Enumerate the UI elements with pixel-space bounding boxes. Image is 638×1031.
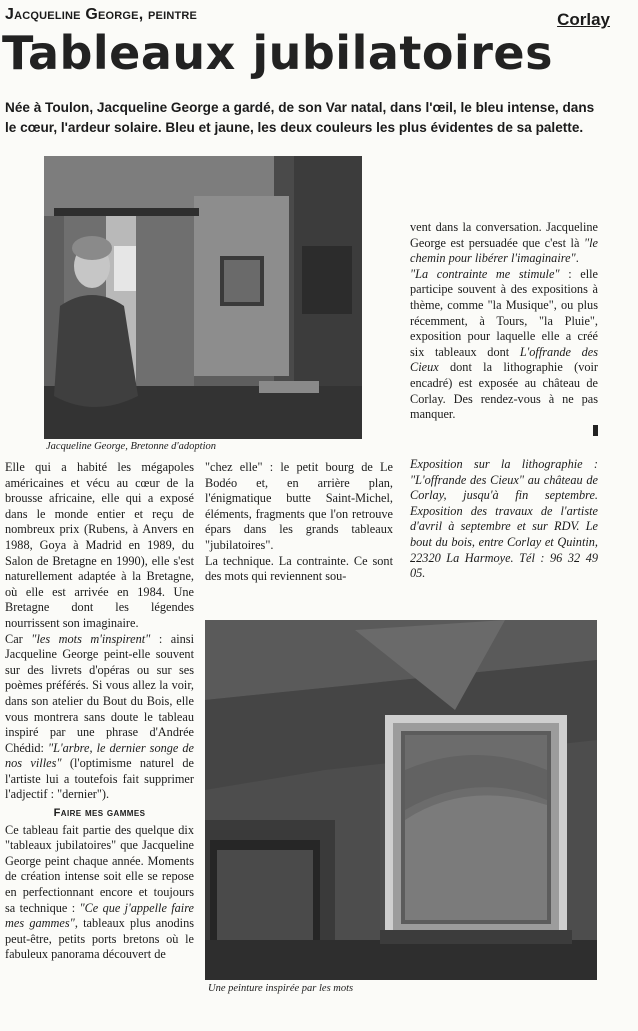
text: Ce tableau fait partie des quelque dix "tableaux jubilatoires" que Jacqueline George peint chaque année. Moments de création intense soit elle se repose en perfectionnant encore et toujours sa technique : — [5, 822, 194, 915]
paragraph: La technique. La contrainte. Ce sont des mots qui reviennent sou- — [205, 553, 393, 584]
end-mark — [593, 425, 598, 436]
paragraph — [410, 220, 598, 267]
text: vent dans la conversation. Jacqueline George est persuadée que c'est là — [410, 220, 598, 250]
chapo: Née à Toulon, Jacqueline George a gardé, de son Var natal, dans l'œil, le bleu intense, dans le cœur, l'ardeur solaire. Bleu et jaune, les deux couleurs les plus évidentes de sa palette. — [5, 100, 595, 135]
work-title: L'offrande des Cieux — [410, 344, 598, 375]
painting-caption: Une peinture inspirée par les mots — [208, 983, 354, 994]
quote: "les mots m'inspirent" — [31, 631, 151, 646]
column-left — [5, 460, 194, 963]
info-box — [410, 457, 598, 582]
painting-photo-image — [205, 620, 597, 980]
paragraph: Elle qui a habité les mégapoles américaines et vécu au cœur de la brousse africaine, elle qui a exposé dans le monde entier et reçu de nombreux prix (Rubens, à Anvers en 1988, Goya à Madrid en 1989, du Salon de Bretagne en 1990), elle s'est naturellement adaptée à la Bretagne, où elle est arrivée en 1984. Une Bretagne dont les légendes nourrissent son imaginaire. — [5, 460, 194, 630]
artist-photo-image — [44, 156, 362, 439]
text: : elle participe souvent à des expositions à thème, comme "la Musique", ou plus récemment, à Tours, "la Pluie", exposition pour laquelle elle a créé six tableaux dont — [410, 266, 598, 359]
paragraph — [5, 823, 194, 963]
quote: "L'arbre, le dernier songe de nos villes" — [5, 740, 194, 771]
column-middle — [205, 460, 393, 585]
text: Car — [5, 631, 32, 646]
kicker: Jacqueline George, peintre — [5, 6, 198, 23]
intertitle: Faire mes gammes — [53, 807, 146, 820]
paragraph: "chez elle" : le petit bourg de Le Bodéo et, en arrière plan, l'énigmatique butte Saint-Michel, éléments, fragments que l'on retrouve épars dans les grands tableaux "jubilatoires". — [205, 460, 393, 552]
info-text: Exposition sur la lithographie : "L'offrande des Cieux" au château de Corlay, jusqu'à fin septembre. Exposition des travaux de l'artiste d'avril à septembre et sur RDV. Le bout du bois, entre Corlay et Quintin, 22320 La Harmoye. Tél : 96 32 49 05. — [410, 457, 598, 581]
place-name: Corlay — [557, 10, 610, 29]
paragraph — [5, 632, 194, 804]
quote: "Ce que j'appelle faire mes gammes" — [5, 900, 194, 931]
quote: "La contrainte me stimule" — [410, 266, 560, 281]
artist-photo — [44, 156, 362, 439]
text: , tableaux plus anodins peut-être, petits ports bretons où le fabuleux panorama découvert de — [5, 916, 194, 962]
column-right — [410, 220, 598, 436]
painting-photo — [205, 620, 597, 980]
headline: Tableaux jubilatoires — [2, 26, 553, 80]
paragraph — [410, 267, 598, 423]
quote: "le chemin pour libérer l'imaginaire" — [410, 235, 598, 266]
text: . — [575, 251, 579, 266]
photo-caption: Jacqueline George, Bretonne d'adoption — [46, 441, 217, 452]
text: : ainsi Jacqueline George peint-elle souvent sur des livrets d'opéras ou sur ses poèmes préférés. Si vous allez la voir, dans son atelier du Bout du Bois, elle vous montrera sans doute le tableau inspiré par une phrase d'Andrée Chédid: — [5, 631, 194, 755]
text: dont la lithographie (voir encadré) est exposée au château de Corlay. Des rendez-vous à ne pas manquer. — [410, 360, 598, 422]
text: (l'optimisme naturel de l'artiste lui a toutefois fait supprimer l'adjectif : "dernier"). — [5, 756, 194, 802]
